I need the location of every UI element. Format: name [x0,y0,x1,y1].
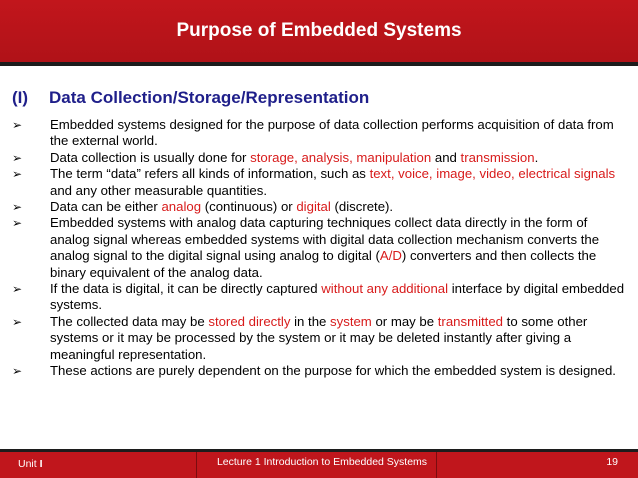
bullet-arrow-icon: ➢ [11,216,23,231]
bullet-text: If the data is digital, it can be directly captured [50,281,322,297]
highlighted-text: stored directly [208,313,291,329]
bullet-text: and any other measurable quantities. [50,182,268,198]
bullet-text: to some other systems or it may be processed by the system or it may be deleted instantly after giving a meaningful representation. [50,313,588,362]
bullet-item [10,363,630,379]
footer-unit-number: I [39,458,43,470]
footer-unit-label: Unit [18,458,40,470]
bullet-text: Embedded systems with analog data capturing techniques collect data directly in the form of analog signal whereas embedded systems with digital data collection mechanism converts the analog signal to the digital signal using analog to digital ( [50,215,600,264]
bullet-text: or may be [371,313,438,329]
bullet-item [10,215,630,281]
bullet-item [10,281,630,314]
bullet-item [10,166,630,199]
highlighted-text: without any additional [321,281,449,297]
bullet-text: These actions are purely dependent on the purpose for which the embedded system is designed. [50,363,616,379]
bullet-arrow-icon: ➢ [11,200,23,215]
bullet-text: in the [290,313,331,329]
bullet-arrow-icon: ➢ [11,314,23,329]
bullet-list [10,117,630,380]
bullet-text: (discrete). [330,199,394,215]
bullet-arrow-icon: ➢ [11,118,23,132]
bullet-item [10,150,630,166]
bullet-text: interface by digital embedded systems. [50,281,625,313]
page-number: 19 [606,456,618,468]
bullet-item [10,199,630,215]
footer-divider [0,449,638,452]
highlighted-text: digital [296,199,331,215]
bullet-text: (continuous) or [201,199,297,215]
bullet-text: Data collection is usually done for [50,149,251,165]
bullet-arrow-icon: ➢ [11,282,23,297]
section-heading [12,87,622,109]
header-divider [0,62,638,66]
bullet-text: The term “data” refers all kinds of information, such as [50,166,370,182]
bullet-text: and [431,149,461,165]
bullet-text: ) converters and then collects the binary equivalent of the analog data. [50,248,597,280]
slide-header [0,0,638,62]
footer-separator [436,452,437,478]
footer-lecture-title: Lecture 1 Introduction to Embedded Systems [216,456,428,468]
highlighted-text: transmitted [437,313,503,329]
footer-unit [18,458,43,470]
bullet-arrow-icon: ➢ [11,167,23,182]
bullet-text: Data can be either [50,199,162,215]
highlighted-text: analog [161,199,202,215]
bullet-item [10,117,630,150]
bullet-text: Embedded systems designed for the purpose of data collection performs acquisition of data from the external world. [50,117,614,149]
bullet-arrow-icon: ➢ [11,364,23,379]
section-number: (I) [12,88,29,107]
highlighted-text: A/D [379,248,402,264]
bullet-text: . [534,149,539,165]
highlighted-text: system [330,313,372,329]
bullet-text: The collected data may be [50,313,209,329]
bullet-arrow-icon: ➢ [11,150,23,165]
highlighted-text: transmission [460,149,535,165]
slide-title: Purpose of Embedded Systems [176,20,462,41]
highlighted-text: text, voice, image, video, electrical signals [369,166,616,182]
section-title: Data Collection/Storage/Representation [49,88,370,107]
highlighted-text: storage, analysis, manipulation [250,149,432,165]
footer-separator [196,452,197,478]
bullet-item [10,314,630,363]
